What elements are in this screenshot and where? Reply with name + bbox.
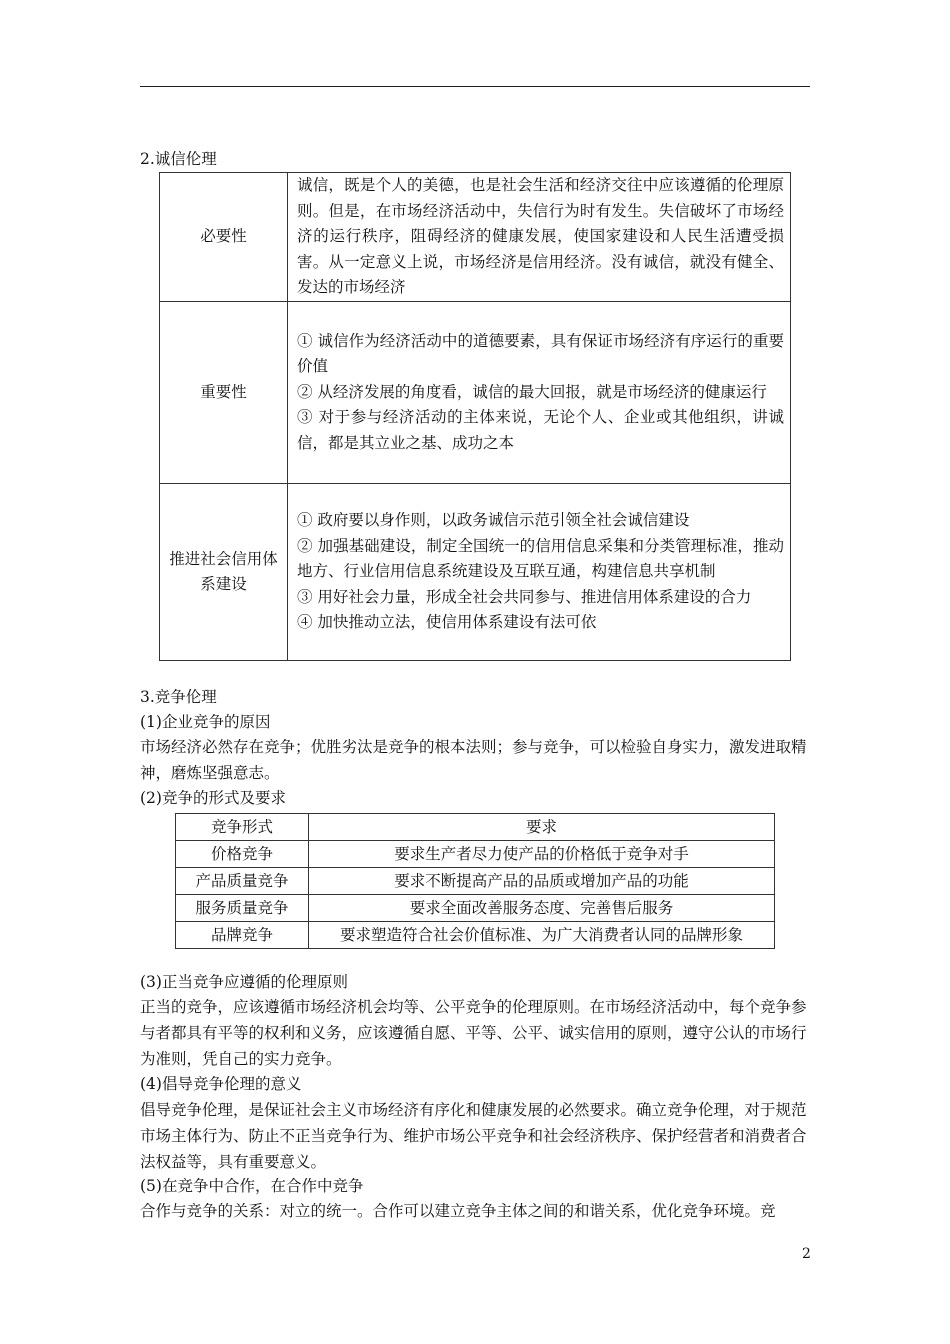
table-cell: 价格竞争	[176, 841, 309, 868]
table-cell: 产品质量竞争	[176, 868, 309, 895]
subsection-2-title: (2)竞争的形式及要求	[140, 789, 286, 807]
table-cell: 要求不断提高产品的品质或增加产品的功能	[309, 868, 775, 895]
section-2-heading: 2.诚信伦理	[140, 150, 217, 168]
row-label-credit-system: 推进社会信用体系建设	[160, 484, 288, 661]
row-content-credit-system	[288, 484, 791, 661]
content-line: ① 诚信作为经济活动中的道德要素，具有保证市场经济有序运行的重要价值	[297, 331, 784, 376]
content-line: ③ 对于参与经济活动的主体来说，无论个人、企业或其他组织，讲诚信，都是其立业之基、成功之本	[297, 408, 784, 452]
row-content-importance	[288, 302, 791, 484]
table-cell: 要求塑造符合社会价值标准、为广大消费者认同的品牌形象	[309, 922, 775, 949]
page-number: 2	[802, 1246, 811, 1262]
subsection-1-title: (1)企业竞争的原因	[140, 713, 271, 731]
row-label-importance: 重要性	[160, 302, 288, 484]
table-row	[176, 895, 775, 922]
subsection-5-text: 合作与竞争的关系：对立的统一。合作可以建立竞争主体之间的和谐关系，优化竞争环境。竞	[140, 1202, 776, 1220]
subsection-5-title: (5)在竞争中合作，在合作中竞争	[140, 1177, 364, 1195]
table-cell: 要求全面改善服务态度、完善售后服务	[309, 895, 775, 922]
row-label-necessity: 必要性	[160, 173, 288, 302]
content-line: ② 加强基础建设，制定全国统一的信用信息采集和分类管理标准，推动地方、行业信用信息系统建设及互联互通，构建信息共享机制	[297, 536, 784, 581]
content-line: 诚信，既是个人的美德，也是社会生活和经济交往中应该遵循的伦理原则。但是，在市场经济活动中，失信行为时有发生。失信破坏了市场经济的运行秩序，阻碍经济的健康发展，使国家建设和人民生活遭受损害。从一定意义上说，市场经济是信用经济。没有诚信，就没有健全、发达的市场经济	[297, 176, 784, 297]
table-row	[176, 841, 775, 868]
column-header-requirement: 要求	[309, 814, 775, 841]
table-cell: 要求生产者尽力使产品的价格低于竞争对手	[309, 841, 775, 868]
content-line: ① 政府要以身作则，以政务诚信示范引领全社会诚信建设	[297, 511, 690, 530]
table-row	[160, 302, 791, 484]
competition-forms-table	[175, 813, 775, 949]
subsection-3-text: 正当的竞争，应该遵循市场经济机会均等、公平竞争的伦理原则。在市场经济活动中，每个竞争参与者都具有平等的权利和义务，应该遵循自愿、平等、公平、诚实信用的原则，遵守公认的市场行为准则，凭自己的实力竞争。	[140, 998, 807, 1068]
subsection-3-title: (3)正当竞争应遵循的伦理原则	[140, 973, 348, 991]
table-cell: 服务质量竞争	[176, 895, 309, 922]
table-row	[176, 922, 775, 949]
integrity-ethics-table	[159, 172, 791, 661]
column-header-form: 竞争形式	[176, 814, 309, 841]
content-line: ③ 用好社会力量，形成全社会共同参与、推进信用体系建设的合力	[297, 587, 752, 606]
table-header-row	[176, 814, 775, 841]
header-rule	[140, 86, 810, 87]
table-row	[160, 484, 791, 661]
row-content-necessity	[288, 173, 791, 302]
content-line: ② 从经济发展的角度看，诚信的最大回报，就是市场经济的健康运行	[297, 382, 767, 401]
section-3-heading: 3.竞争伦理	[140, 688, 217, 706]
subsection-4-title: (4)倡导竞争伦理的意义	[140, 1075, 302, 1093]
table-row	[160, 173, 791, 302]
table-row	[176, 868, 775, 895]
content-line: ④ 加快推动立法，使信用体系建设有法可依	[297, 613, 597, 632]
table-cell: 品牌竞争	[176, 922, 309, 949]
subsection-4-text: 倡导竞争伦理，是保证社会主义市场经济有序化和健康发展的必然要求。确立竞争伦理，对于规范市场主体行为、防止不正当竞争行为、维护市场公平竞争和社会经济秩序、保护经营者和消费者合法权益等，具有重要意义。	[140, 1101, 807, 1171]
subsection-1-text: 市场经济必然存在竞争；优胜劣汰是竞争的根本法则；参与竞争，可以检验自身实力，激发进取精神，磨炼坚强意志。	[140, 738, 807, 782]
